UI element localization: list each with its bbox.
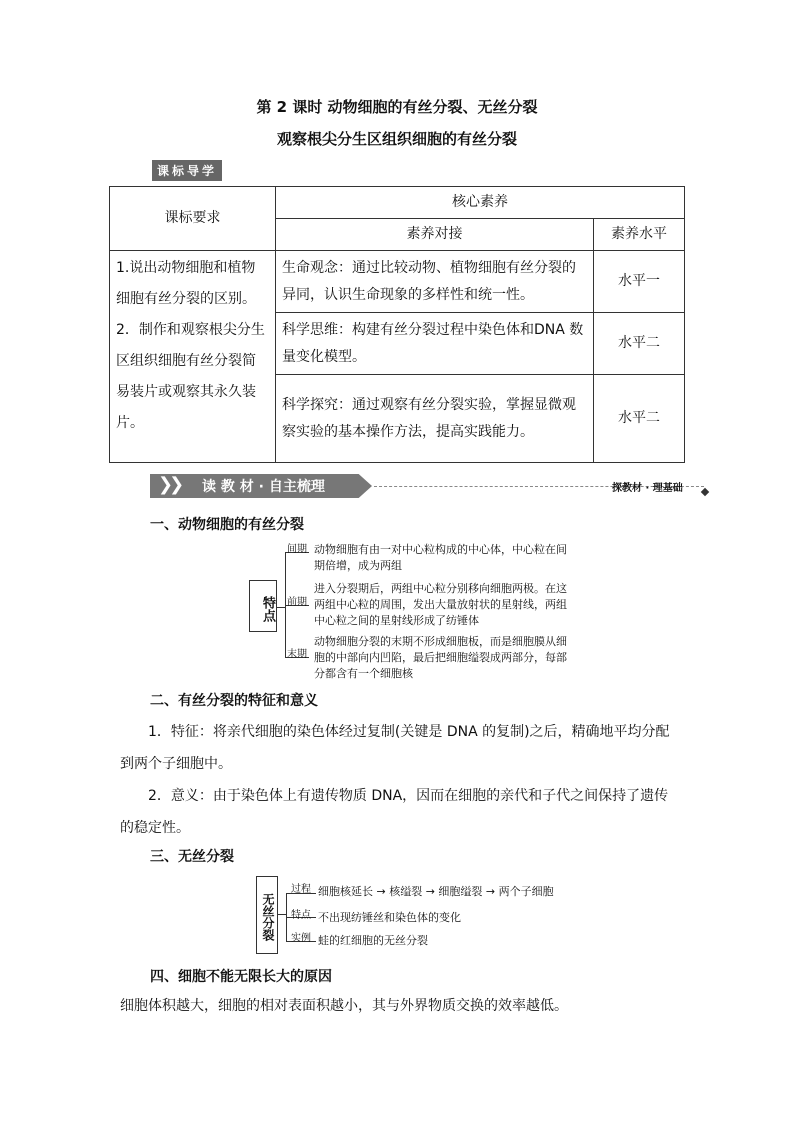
section2-feature: 1．特征：将亲代细胞的染色体经过复制(关键是 DNA 的复制)之后，精确地平均分配到两个子细胞中。 [120,724,670,772]
section4-reason: 细胞体积越大，细胞的相对表面积越小，其与外界物质交换的效率越低。 [120,998,568,1014]
interphase-label: 间期 [287,544,307,555]
telophase-text: 动物细胞分裂的末期不形成细胞板，而是细胞膜从细胞的中部向内凹陷，最后把细胞缢裂成两部分，每部分都含有一个细胞核 [314,635,567,680]
banner-title: 读 教 材 · 自主梳理 [202,479,325,495]
level-cell: 水平二 [594,375,685,463]
lesson-subtitle: 观察根尖分生区组织细胞的有丝分裂 [276,130,517,148]
section1-heading: 一、动物细胞的有丝分裂 [150,517,304,533]
level-cell: 水平二 [594,313,685,375]
alignment-cell: 科学思维：构建有丝分裂过程中染色体和DNA 数量变化模型。 [276,313,594,375]
header-alignment: 素养对接 [276,219,594,251]
feature-text: 不出现纺锤丝和染色体的变化 [318,911,461,924]
level-cell: 水平一 [594,251,685,313]
feature-label: 特点 [291,910,311,921]
header-level: 素养水平 [594,219,685,251]
requirements-cell: 1.说出动物细胞和植物细胞有丝分裂的区别。 2．制作和观察根尖分生区组织细胞有丝分裂简易装片或观察其永久装片。 [110,251,276,463]
bracket-line [278,914,286,915]
section2-heading: 二、有丝分裂的特征和意义 [150,693,318,709]
guide-badge: 课标导学 [152,160,222,181]
header-requirement: 课标要求 [110,187,276,251]
alignment-cell: 生命观念：通过比较动物、植物细胞有丝分裂的异同，认识生命现象的多样性和统一性。 [276,251,594,313]
interphase-text: 动物细胞有由一对中心粒构成的中心体，中心粒在间期倍增，成为两组 [314,543,567,572]
section3-heading: 三、无丝分裂 [150,849,234,865]
lesson-title: 第 2 课时 动物细胞的有丝分裂、无丝分裂 [256,98,538,116]
standards-table [109,186,685,463]
example-text: 蛙的红细胞的无丝分裂 [318,934,428,947]
diamond-icon [701,488,709,496]
alignment-cell: 科学探究：通过观察有丝分裂实验，掌握显微观察实验的基本操作方法，提高实践能力。 [276,375,594,463]
section4-heading: 四、细胞不能无限长大的原因 [150,969,332,985]
diagram1-root: 特点 [249,580,277,632]
prophase-label: 前期 [287,597,307,608]
banner-subtitle: 探教材 · 理基础 [612,483,683,494]
example-label: 实例 [291,933,311,944]
diagram2-root: 无丝分裂 [256,876,278,954]
chevron-icon: ❯❯ [158,474,181,495]
bracket-line [277,607,285,608]
telophase-label: 末期 [287,649,307,660]
prophase-text: 进入分裂期后，两组中心粒分别移向细胞两极。在这两组中心粒的周围，发出大量放射状的星射线，两组中心粒之间的星射线形成了纺锤体 [314,582,567,627]
section2-significance: 2．意义：由于染色体上有遗传物质 DNA，因而在细胞的亲代和子代之间保持了遗传的稳定性。 [120,788,669,836]
process-text: 细胞核延长 → 核缢裂 → 细胞缢裂 → 两个子细胞 [318,885,554,898]
header-core-literacy: 核心素养 [276,187,685,219]
process-label: 过程 [291,884,311,895]
